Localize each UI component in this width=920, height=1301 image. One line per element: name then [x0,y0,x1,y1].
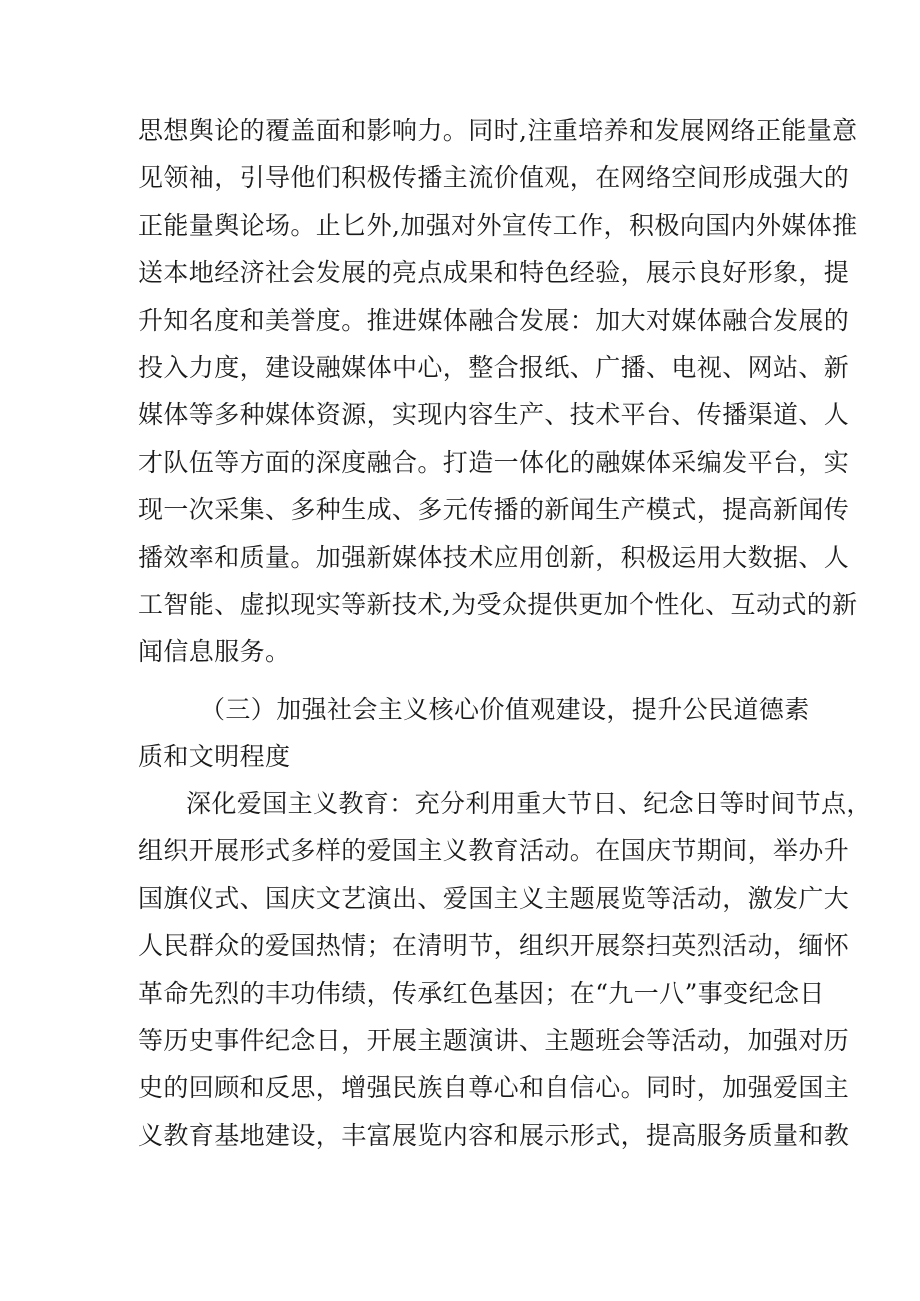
section-heading-line: （三）加强社会主义核心价值观建设，提升公民道德素 [200,695,810,724]
paragraph-line: 见领袖，引导他们积极传播主流价值观，在网络空间形成强大的 [138,163,850,193]
paragraph-line: 组织开展形式多样的爱国主义教育活动。在国庆节期间，举办升 [138,836,850,866]
paragraph-line: 人民群众的爱国热情；在清明节，组织开展祭扫英烈活动，缅怀 [138,931,850,961]
paragraph-line: 升知名度和美誉度。推进媒体融合发展：加大对媒体融合发展的 [138,305,850,335]
paragraph-line: 深化爱国主义教育：充分利用重大节日、纪念日等时间节点， [186,789,872,818]
paragraph-line: 播效率和质量。加强新媒体技术应用创新，积极运用大数据、人 [138,542,850,572]
paragraph-line: 工智能、虚拟现实等新技术,为受众提供更加个性化、互动式的新 [138,589,858,619]
paragraph-line: 才队伍等方面的深度融合。打造一体化的融媒体采编发平台，实 [138,447,850,477]
paragraph-line: 送本地经济社会发展的亮点成果和特色经验，展示良好形象，提 [138,258,850,288]
paragraph-line: 闻信息服务。 [138,637,291,667]
paragraph-line: 正能量舆论场。止匕外,加强对外宣传工作，积极向国内外媒体推 [138,210,858,240]
paragraph-line: 国旗仪式、国庆文艺演出、爱国主义主题展览等活动，激发广大 [138,883,850,913]
paragraph-line: 投入力度，建设融媒体中心，整合报纸、广播、电视、网站、新 [138,352,850,382]
paragraph-line: 现一次采集、多种生成、多元传播的新闻生产模式，提高新闻传 [138,495,850,525]
paragraph-line: 媒体等多种媒体资源，实现内容生产、技术平台、传播渠道、人 [138,400,850,430]
paragraph-line: 义教育基地建设，丰富展览内容和展示形式，提高服务质量和教 [138,1120,850,1150]
paragraph-line: 革命先烈的丰功伟绩，传承红色基因；在“九一八”事变纪念日 [138,978,825,1008]
paragraph-line: 史的回顾和反思，增强民族自尊心和自信心。同时，加强爱国主 [138,1073,850,1103]
section-heading [138,686,810,781]
section-heading-line: 质和文明程度 [138,742,291,772]
body-paragraph-media-convergence [138,107,858,676]
body-paragraph-patriotic-education [138,780,872,1159]
paragraph-line: 等历史事件纪念日，开展主题演讲、主题班会等活动，加强对历 [138,1025,850,1055]
paragraph-line: 思想舆论的覆盖面和影响力。同时,注重培养和发展网络正能量意 [138,116,858,145]
